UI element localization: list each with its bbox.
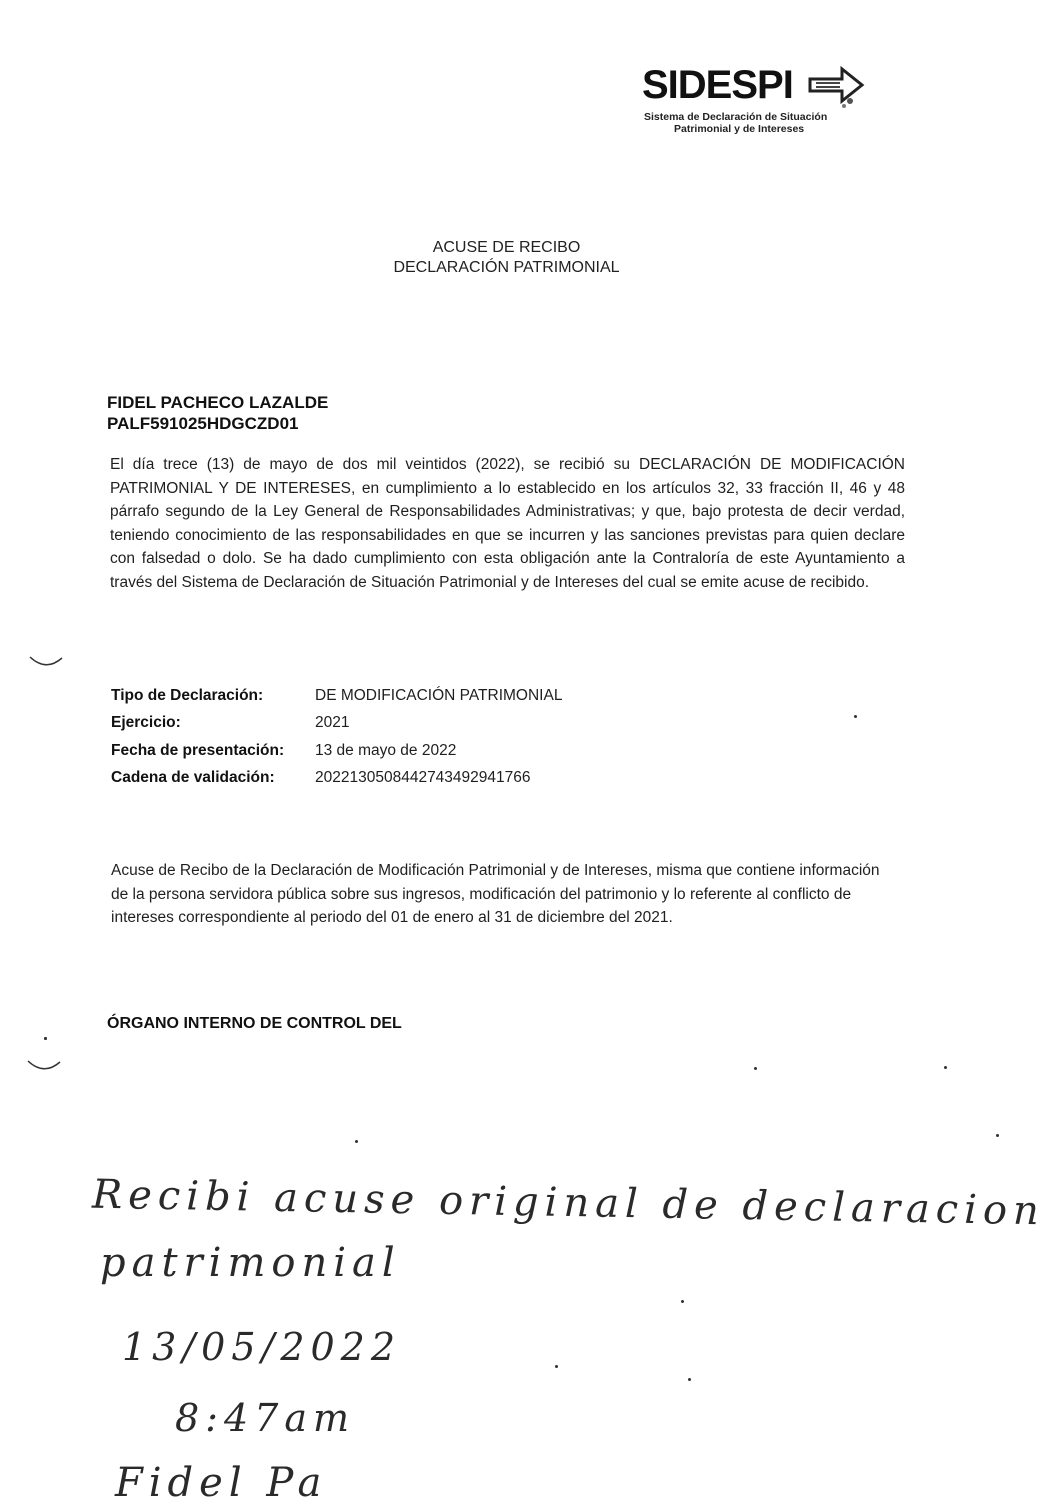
punch-mark-icon	[28, 654, 64, 670]
declaration-fields	[111, 682, 562, 792]
scan-speck	[854, 715, 857, 718]
scan-speck	[996, 1134, 999, 1137]
person-name: FIDEL PACHECO LAZALDE	[107, 393, 329, 412]
handwritten-line1: Recibi acuse original de declaracion	[91, 1171, 1046, 1235]
logo-subtitle-line1: Sistema de Declaración de Situación	[644, 111, 828, 123]
logo-subtitle-line2: Patrimonial y de Intereses	[674, 123, 805, 135]
scan-speck	[688, 1378, 691, 1381]
field-label: Fecha de presentación:	[111, 741, 285, 759]
field-label: Ejercicio:	[111, 714, 181, 732]
field-label: Cadena de validación:	[111, 769, 275, 787]
logo-subtitle	[644, 111, 827, 135]
sidespi-logo	[630, 55, 870, 145]
field-label: Tipo de Declaración:	[111, 686, 264, 704]
scan-speck	[355, 1140, 358, 1143]
field-row-fecha	[111, 737, 562, 765]
logo-wordmark: SIDESPI	[642, 63, 793, 107]
field-row-cadena	[111, 765, 562, 793]
field-value: 2021	[315, 714, 350, 732]
handwritten-signature: Fidel Pa	[115, 1460, 328, 1506]
field-value: DE MODIFICACIÓN PATRIMONIAL	[315, 686, 563, 704]
arrow-logo-icon	[806, 61, 866, 111]
person-id: PALF591025HDGCZD01	[107, 414, 299, 433]
punch-mark-icon	[26, 1058, 62, 1074]
person-block	[107, 392, 328, 434]
scan-speck	[754, 1067, 757, 1070]
title-line1: ACUSE DE RECIBO	[432, 239, 581, 256]
title-line2: DECLARACIÓN PATRIMONIAL	[393, 259, 620, 276]
field-value: 20221305084427434929417​66	[315, 769, 531, 787]
organ-heading: ÓRGANO INTERNO DE CONTROL DEL	[107, 1015, 402, 1032]
scan-speck	[44, 1037, 47, 1040]
handwritten-time: 8:47am	[175, 1396, 356, 1440]
handwritten-line2: patrimonial	[100, 1240, 401, 1286]
scan-speck	[555, 1365, 558, 1368]
receipt-paragraph: El día trece (13) de mayo de dos mil veintidos (2022), se recibió su DECLARACIÓN DE MODIFICACIÓN PATRIMONIAL Y DE INTERESES, en cumplimiento a lo establecido en los artículos 32, 33 fracción II, 46 y 48 párrafo segundo de la Ley General de Responsabilidades Administrativas; y que, bajo protesta de decir verdad, teniendo conocimiento de las responsabilidades en que se incurren y las sanciones previstas para quien declare con falsedad o dolo. Se ha dado cumplimiento con esta obligación ante la Contraloría de este Ayuntamiento a través del Sistema de Declaración de Situación Patrimonial y de Intereses del cual se emite acuse de recibido.	[110, 456, 905, 591]
field-row-ejercicio	[111, 710, 562, 738]
field-value: 13 de mayo de 2022	[315, 741, 457, 759]
document-title	[0, 238, 1013, 278]
handwritten-date: 13/05/2022	[122, 1325, 402, 1369]
field-row-tipo	[111, 682, 562, 710]
scan-speck	[681, 1300, 684, 1303]
summary-paragraph: Acuse de Recibo de la Declaración de Modificación Patrimonial y de Intereses, misma que contiene información de la persona servidora pública sobre sus ingresos, modificación del patrimonio y lo referente al conflicto de intereses correspondiente al periodo del 01 de enero al 31 de diciembre del 2021.	[111, 862, 880, 926]
scan-speck	[944, 1066, 947, 1069]
